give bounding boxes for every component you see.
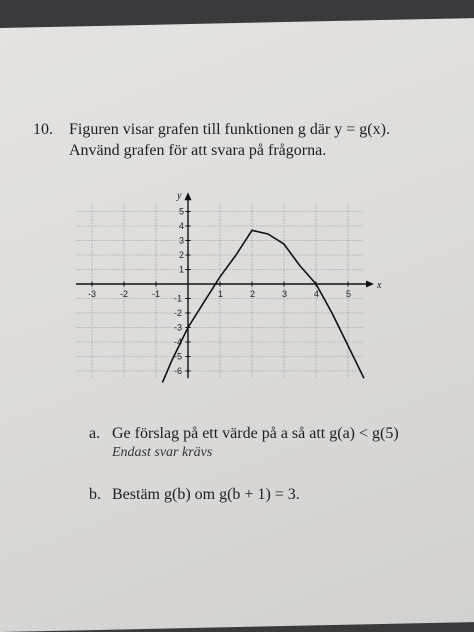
x-tick-label: 1 — [218, 289, 224, 299]
y-tick-label: -1 — [174, 293, 183, 304]
y-tick-label: -2 — [174, 308, 183, 318]
y-tick-label: 2 — [179, 250, 185, 260]
y-axis-arrow — [185, 192, 192, 200]
x-tick-label: 3 — [282, 289, 288, 299]
x-tick-label: 5 — [346, 289, 352, 299]
x-tick-label: -3 — [88, 289, 97, 299]
x-axis-label: x — [377, 280, 382, 291]
function-curve — [162, 230, 364, 382]
x-axis-arrow — [366, 281, 374, 288]
x-tick-label: 2 — [250, 289, 256, 299]
y-axis-label: y — [177, 190, 182, 202]
y-tick-label: -3 — [174, 322, 183, 333]
part-a-letter: a. — [89, 425, 101, 442]
part-b-letter: b. — [89, 486, 101, 503]
part-a-note: Endast svar krävs — [112, 445, 213, 460]
question-number: 10. — [33, 121, 53, 138]
part-a-text: Ge förslag på ett värde på a så att g(a) < g(5) — [112, 425, 399, 442]
x-tick-label: -2 — [120, 289, 129, 299]
y-tick-label: 4 — [179, 221, 185, 231]
question-text-line-1: Figuren visar grafen till funktionen g där y = g(x). — [69, 121, 390, 138]
question-text-line-2: Använd grafen för att svara på frågorna. — [69, 142, 327, 159]
x-tick-label: 4 — [314, 289, 320, 299]
y-tick-label: 3 — [179, 235, 185, 246]
y-tick-label: -5 — [174, 351, 183, 362]
y-tick-label: 1 — [179, 264, 185, 275]
part-b-text: Bestäm g(b) om g(b + 1) = 3. — [112, 486, 300, 503]
y-tick-label: -6 — [174, 366, 183, 376]
y-tick-label: 5 — [179, 206, 185, 217]
x-tick-label: -1 — [152, 289, 161, 299]
function-graph — [64, 178, 382, 388]
y-tick-label: -4 — [174, 337, 183, 347]
